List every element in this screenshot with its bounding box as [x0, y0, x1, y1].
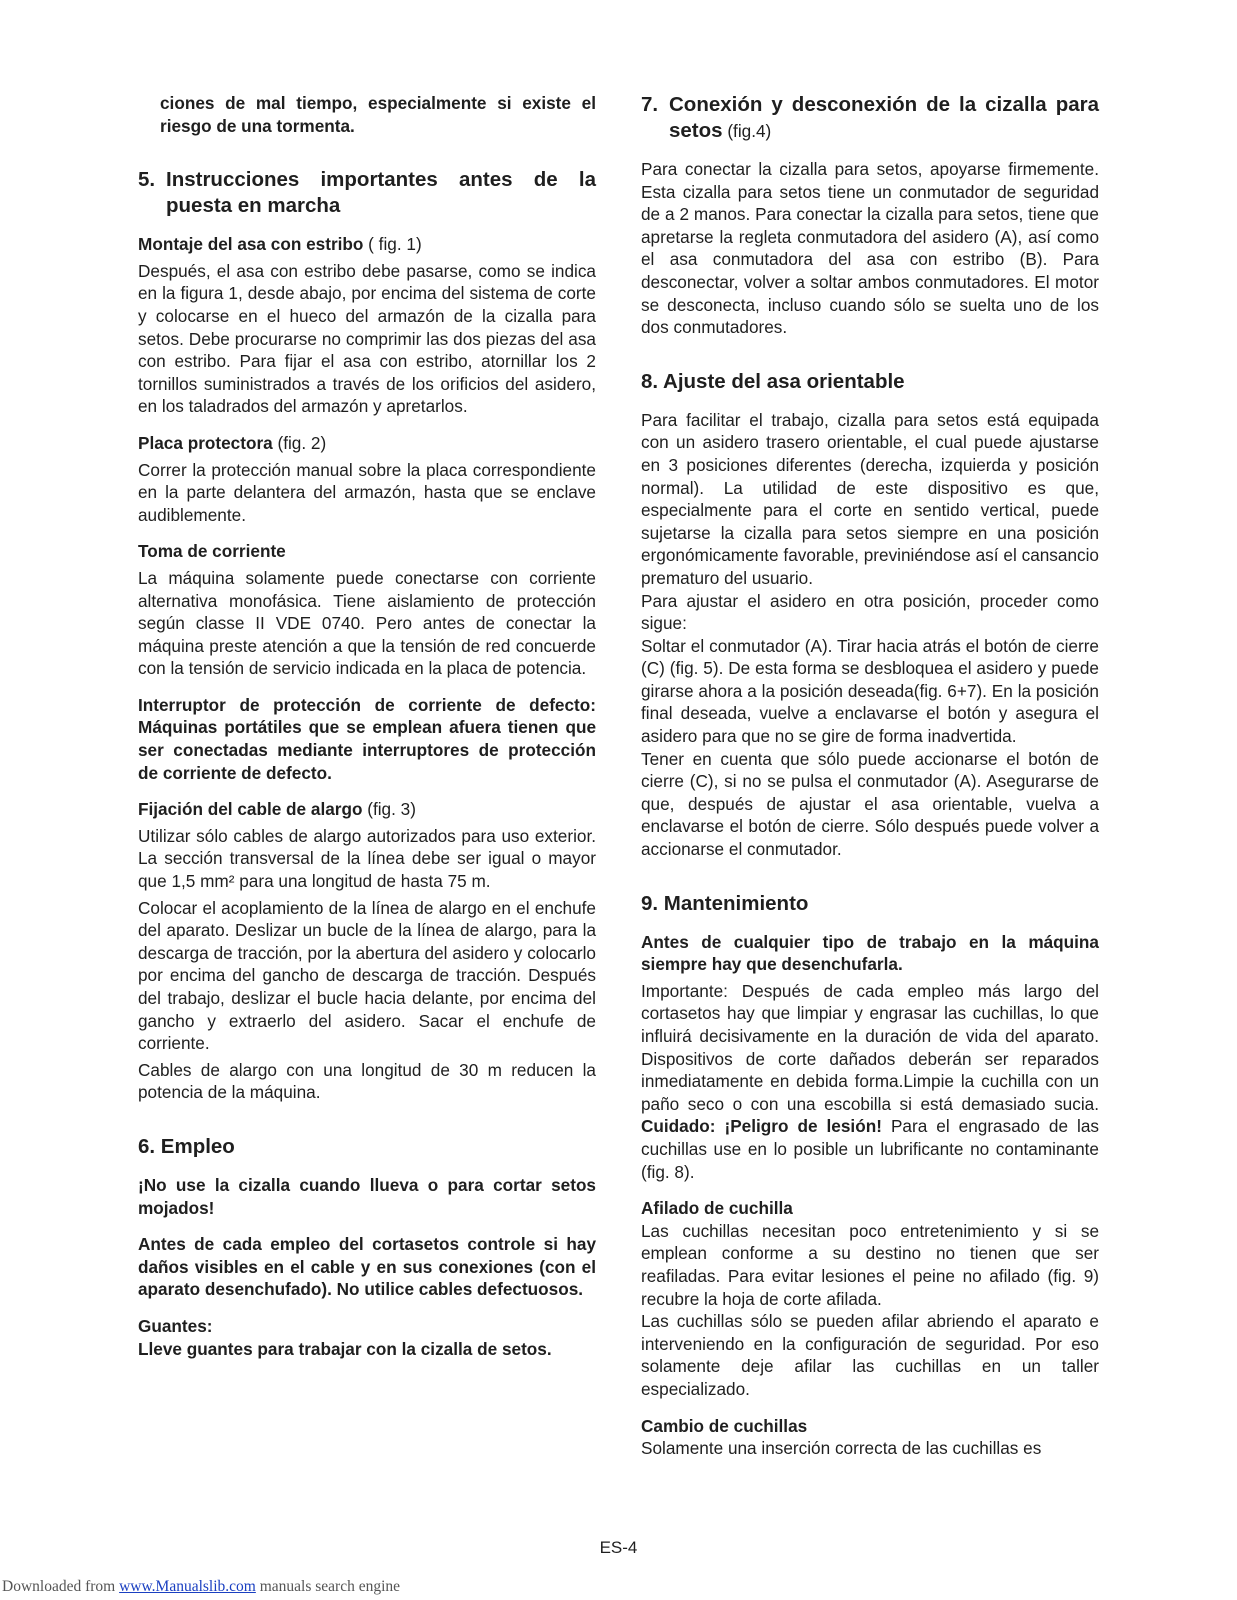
fijacion-heading — [138, 798, 596, 821]
fijacion-text-2: Colocar el acoplamiento de la línea de alargo en el enchufe del aparato. Deslizar un bucle de la línea de alargo, para la descarga de tracción, por la abertura del asidero y colocarlo por encima del gancho de descarga de tracción. Después del trabajo, deslizar el bucle hacia delante, por encima del gancho y extraerlo del asidero. Sacar el enchufe de corriente. — [138, 897, 596, 1054]
manualslib-link[interactable]: www.Manualslib.com — [119, 1578, 256, 1595]
left-column — [138, 92, 596, 1360]
cambio-text: Solamente una inserción correcta de las cuchillas es — [641, 1438, 1042, 1459]
cambio-label: Cambio de cuchillas — [641, 1415, 808, 1436]
section-5-title-line1: Instrucciones importantes antes de la — [166, 168, 596, 192]
section-7-heading-cont — [641, 118, 1099, 144]
mantenimiento-text — [641, 980, 1099, 1183]
section-7-number: 7. — [641, 93, 659, 116]
section-6-heading: 6. Empleo — [138, 1134, 235, 1158]
placa-text: Correr la protección manual sobre la placa correspondiente en la parte delantera del armazón, hasta que se enclave audiblemente. — [138, 459, 596, 525]
montaje-text: Después, el asa con estribo debe pasarse, como se indica en la figura 1, desde abajo, por encima del sistema de corte y colocarse en el hueco del armazón de la cizalla para setos. Debe procurarse no comprimir las dos piezas del asa con estribo. Para fijar el asa con estribo, atornillar los 2 tornillos suministrados a través de los orificios del asidero, en los taladrados del armazón y apretarlos. — [138, 260, 596, 417]
guantes-text: Lleve guantes para trabajar con la cizalla de setos. — [138, 1338, 552, 1359]
guantes-label: Guantes: — [138, 1315, 213, 1336]
afilado-text-1: Las cuchillas necesitan poco entretenimiento y si se emplean conforme a su destino no tienen que ser reafiladas. Para evitar lesiones el peine no afilado (fig. 9) recubre la hoja de corte afilada. — [641, 1220, 1099, 1309]
montaje-label: Montaje del asa con estribo — [138, 234, 364, 255]
empleo-warning-2: Antes de cada empleo del cortasetos controle si hay daños visibles en el cable y en sus conexiones (con el aparato desenchufado). No utilice cables defectuosos. — [138, 1234, 596, 1300]
interruptor-text: Interruptor de protección de corriente de defecto: Máquinas portátiles que se emplean afuera tienen que ser conectadas mediante interruptores de protección de corriente de defecto. — [138, 694, 596, 783]
ajuste-text-4: Tener en cuenta que sólo puede accionarse el botón de cierre (C), si no se pulsa el conmutador (A). Asegurarse de que, después de ajustar el asa orientable, vuelva a enclavarse el botón de cierre. Sólo después puede volver a accionarse el conmutador. — [641, 748, 1099, 860]
ajuste-text-2: Para ajustar el asidero en otra posición, proceder como sigue: — [641, 590, 1099, 634]
section-5-heading — [138, 167, 596, 193]
ajuste-text-1: Para facilitar el trabajo, cizalla para setos está equipada con un asidero trasero orientable, el cual puede ajustarse en 3 posiciones diferentes (derecha, izquierda y posición normal). La utilidad de este dispositivo es que, especialmente para el corte en sentido vertical, puede sujetarse la cizalla para setos siempre en una posición ergonómicamente favorable, previniéndose así el cansancio prematuro del usuario. — [641, 409, 1099, 588]
fijacion-text-3: Cables de alargo con una longitud de 30 m reducen la potencia de la máquina. — [138, 1059, 596, 1103]
montaje-heading — [138, 233, 596, 256]
section-7-fig: (fig.4) — [722, 121, 772, 141]
ajuste-text-3: Soltar el conmutador (A). Tirar hacia atrás el botón de cierre (C) (fig. 5). De esta forma se desbloquea el asidero y puede girarse ahora a la posición deseada(fig. 6+7). En la posición final deseada, vuelve a enclavarse el botón y asegura el asidero para que no se gire de forma inadvertida. — [641, 635, 1099, 747]
placa-heading — [138, 432, 596, 455]
section-5-number: 5. — [138, 168, 156, 192]
section-7-title-line1: Conexión y desconexión de la cizalla para — [669, 93, 1099, 116]
section-9-heading: 9. Mantenimiento — [641, 891, 809, 915]
mantenimiento-warning: Antes de cualquier tipo de trabajo en la máquina siempre hay que desenchufarla. — [641, 931, 1099, 975]
placa-fig: (fig. 2) — [272, 432, 327, 453]
afilado-label: Afilado de cuchilla — [641, 1198, 793, 1219]
section-8-heading: 8. Ajuste del asa orientable — [641, 369, 905, 393]
section-7-heading — [641, 92, 1099, 118]
mantenimiento-text-c: Para el engrasado de las cuchillas use en lo posible un lubrificante no contaminante (fig. 8). — [641, 1116, 1099, 1182]
toma-label: Toma de corriente — [138, 541, 286, 562]
empleo-warning-1: ¡No use la cizalla cuando llueva o para cortar setos mojados! — [138, 1174, 596, 1218]
mantenimiento-caution: Cuidado: ¡Peligro de lesión! — [641, 1116, 882, 1137]
intro-text: ciones de mal tiempo, especialmente si existe el riesgo de una tormenta. — [160, 93, 596, 136]
fijacion-fig: (fig. 3) — [362, 799, 416, 820]
mantenimiento-text-a: Importante: Después de cada empleo más largo del cortasetos hay que limpiar y engrasar las cuchillas, lo que influirá decisivamente en la duración de vida del aparato. Dispositivos de corte dañados deberán ser reparados inmediatamente en debida forma.Limpie la cuchilla con un paño seco o con una escobilla si está demasiado sucia. — [641, 980, 1099, 1114]
fijacion-text-1: Utilizar sólo cables de alargo autorizados para uso exterior. La sección transversal de la línea debe ser igual o mayor que 1,5 mm² para una longitud de hasta 75 m. — [138, 825, 596, 892]
right-column — [641, 92, 1099, 1460]
placa-label: Placa protectora — [138, 432, 273, 453]
footer-suffix: manuals search engine — [255, 1578, 401, 1595]
section-5-heading-cont — [138, 193, 596, 219]
page-number: ES-4 — [599, 1538, 638, 1557]
conexion-text: Para conectar la cizalla para setos, apoyarse firmemente. Esta cizalla para setos tiene un conmutador de seguridad de a 2 manos. Para conectar la cizalla para setos, tiene que apretarse la regleta conmutadora del asidero (A), así como el asa conmutadora del asa con estribo (B). Para desconectar, volver a soltar ambos conmutadores. El motor se desconecta, incluso cuando sólo se suelta uno de los dos conmutadores. — [641, 159, 1099, 338]
fijacion-label: Fijación del cable de alargo — [138, 799, 363, 820]
afilado-text-2: Las cuchillas sólo se pueden afilar abriendo el aparato e interveniendo en la configuración de seguridad. Por eso solamente deje afilar las cuchillas en un taller especializado. — [641, 1311, 1099, 1399]
montaje-fig: ( fig. 1) — [363, 234, 422, 255]
toma-text: La máquina solamente puede conectarse con corriente alternativa monofásica. Tiene aislamiento de protección según classe II VDE 0740. Pero antes de conectar la máquina preste atención a que la tensión de red concuerde con la tensión de servicio indicada en la placa de potencia. — [138, 567, 596, 679]
section-5-title-line2: puesta en marcha — [166, 194, 341, 218]
download-footer — [2, 1578, 400, 1596]
footer-prefix: Downloaded from — [2, 1578, 120, 1595]
section-7-title-line2: setos — [669, 119, 723, 142]
